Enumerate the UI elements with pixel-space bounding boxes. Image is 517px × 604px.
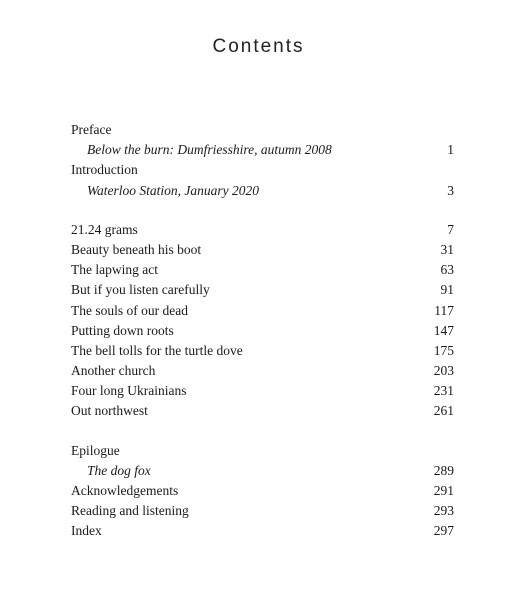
toc-entry-page: 31 [440,241,454,257]
toc-entry-page: 147 [433,322,454,338]
toc-entry-chapter[interactable] [71,280,454,300]
toc-entry-index[interactable] [71,521,454,541]
toc-entry-title: But if you listen carefully [71,282,210,298]
toc-entry-page: 289 [433,462,454,478]
toc-entry-title: Index [71,523,102,539]
toc-entry-acknowledgements[interactable] [71,481,454,501]
toc-entry-title: Acknowledgements [71,483,179,498]
toc-entry-title: Reading and listening [71,503,189,519]
toc-group-front-matter [71,120,454,201]
toc-entry-title: The dog fox [87,462,151,478]
toc-entry-page: 117 [434,302,454,318]
toc-entry-title: Another church [71,363,156,379]
toc-entry-waterloo-station[interactable] [71,181,454,201]
toc-entry-epilogue[interactable] [71,441,454,461]
toc-entry-page: 203 [433,363,454,379]
toc-entry-chapter[interactable] [71,301,454,321]
toc-entry-below-the-burn[interactable] [71,140,454,160]
toc-entry-chapter[interactable] [71,260,454,280]
toc-entry-chapter[interactable] [71,321,454,341]
toc-entry-chapter[interactable] [71,361,454,381]
toc-entry-chapter[interactable] [71,401,454,421]
toc-entry-the-dog-fox[interactable] [71,461,454,481]
toc-entry-title: Waterloo Station, January 2020 [87,182,259,198]
toc-entry-title: The souls of our dead [71,302,188,318]
toc-entry-title: The bell tolls for the turtle dove [71,342,243,358]
toc-entry-title: Putting down roots [71,322,174,338]
toc-entry-title: Out northwest [71,403,148,419]
toc-entry-page: 297 [433,523,454,539]
toc-entry-page: 63 [440,262,454,278]
toc-entry-title: Below the burn: Dumfriesshire, autumn 2008 [87,142,332,158]
toc-entry-title: The lapwing act [71,262,158,278]
toc-entry-title: Preface [71,122,112,137]
toc-entry-page: 293 [433,503,454,519]
toc-entry-title: Four long Ukrainians [71,383,187,399]
toc-entry-title: Beauty beneath his boot [71,241,202,257]
toc-entry-page: 3 [447,182,454,198]
toc-entry-page: 1 [447,142,454,158]
toc-entry-page: 175 [433,342,454,358]
toc-entry-page: 261 [433,403,454,419]
toc-entry-reading-and-listening[interactable] [71,501,454,521]
toc-entry-page: 7 [447,221,454,237]
contents-heading: Contents [212,36,305,57]
toc-entry-preface[interactable] [71,120,454,140]
toc-entry-page: 91 [440,282,454,298]
toc-entry-page: 291 [433,483,454,498]
toc-entry-page: 231 [433,383,454,399]
toc-entry-chapter[interactable] [71,240,454,260]
toc-entry-chapter[interactable] [71,341,454,361]
toc-entry-title: 21.24 grams [71,221,138,237]
toc-entry-chapter[interactable] [71,381,454,401]
toc-group-chapters [71,220,454,422]
toc-entry-introduction[interactable] [71,160,454,180]
table-of-contents [71,120,454,542]
toc-entry-title: Epilogue [71,442,120,458]
toc-group-back-matter [71,441,454,542]
toc-entry-title: Introduction [71,162,138,178]
toc-entry-chapter[interactable] [71,220,454,240]
